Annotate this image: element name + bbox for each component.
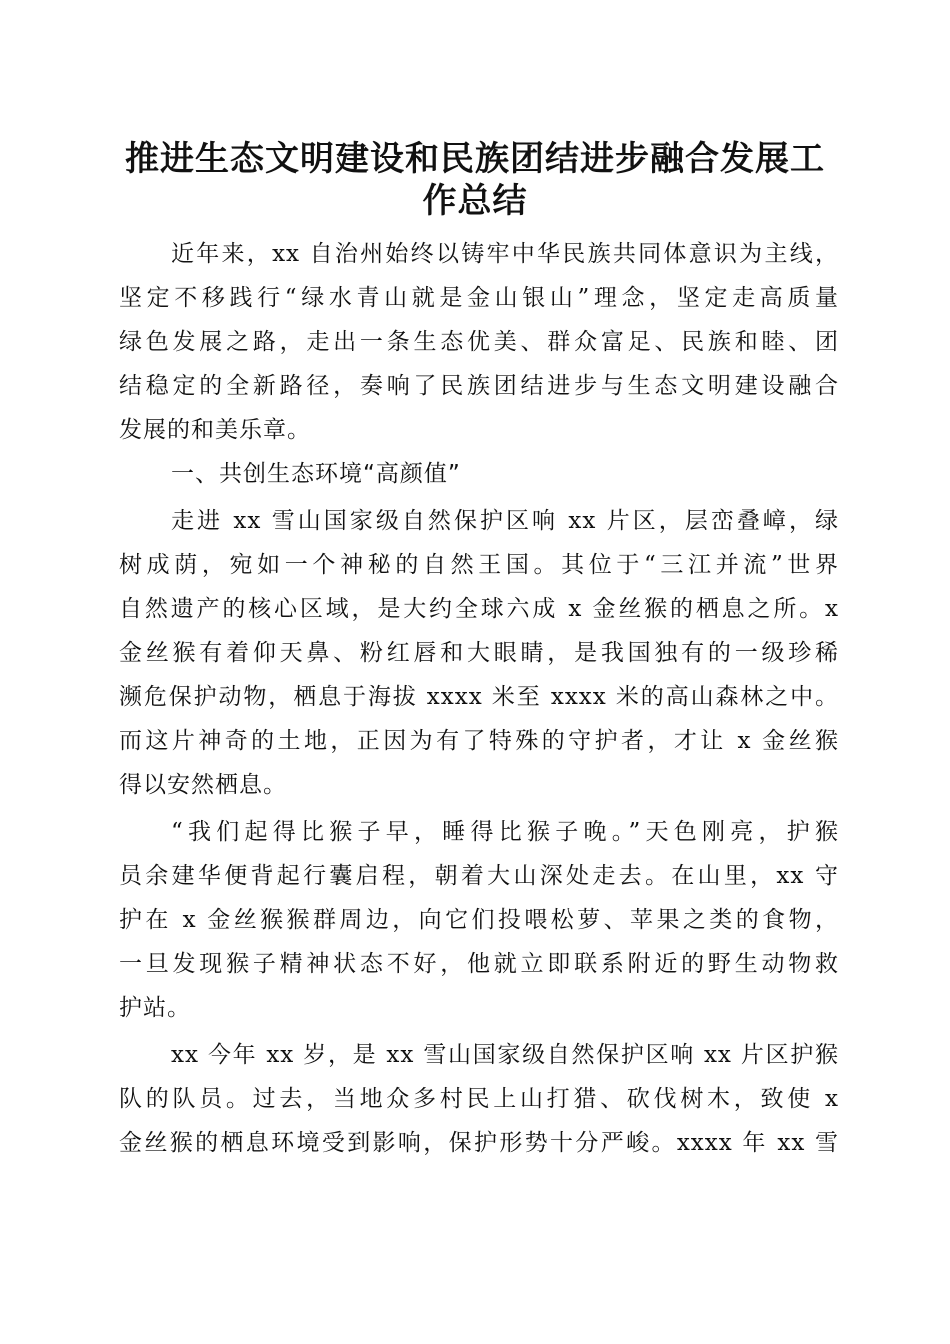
paragraph-3-line-5: 护站。 [119, 995, 191, 1021]
paragraph-3-line-2: 员余建华便背起行囊启程，朝着大山深处走去。在山里，xx 守 [119, 863, 839, 889]
paragraph-2-line-7: 得以安然栖息。 [119, 772, 287, 798]
paragraph-4-line-2: 队的队员。过去，当地众多村民上山打猎、砍伐树木，致使 x [119, 1086, 839, 1112]
paragraph-1-line-1: 近年来，xx 自治州始终以铸牢中华民族共同体意识为主线， [171, 241, 839, 267]
paragraph-2-line-1: 走进 xx 雪山国家级自然保护区响 xx 片区，层峦叠嶂，绿 [171, 508, 839, 534]
section-heading-1: 一、共创生态环境“高颜值” [171, 461, 461, 487]
paragraph-1-line-3: 绿色发展之路，走出一条生态优美、群众富足、民族和睦、团 [119, 329, 839, 355]
paragraph-2-line-2: 树成荫，宛如一个神秘的自然王国。其位于“三江并流”世界 [119, 552, 839, 578]
paragraph-2-line-6: 而这片神奇的土地，正因为有了特殊的守护者，才让 x 金丝猴 [119, 728, 839, 754]
paragraph-1-line-2: 坚定不移践行“绿水青山就是金山银山”理念，坚定走高质量 [119, 285, 839, 311]
paragraph-4-line-3: 金丝猴的栖息环境受到影响，保护形势十分严峻。xxxx 年 xx 雪 [119, 1130, 839, 1156]
paragraph-2-line-3: 自然遗产的核心区域，是大约全球六成 x 金丝猴的栖息之所。x [119, 596, 839, 622]
paragraph-2-line-5: 濒危保护动物，栖息于海拔 xxxx 米至 xxxx 米的高山森林之中。 [119, 684, 839, 710]
paragraph-3-line-3: 护在 x 金丝猴猴群周边，向它们投喂松萝、苹果之类的食物， [119, 907, 839, 933]
paragraph-3-line-1: “我们起得比猴子早，睡得比猴子晚。”天色刚亮，护猴 [171, 819, 839, 845]
paragraph-2-line-4: 金丝猴有着仰天鼻、粉红唇和大眼睛，是我国独有的一级珍稀 [119, 640, 839, 666]
document-title-line-2: 作总结 [422, 181, 528, 221]
paragraph-1-line-5: 发展的和美乐章。 [119, 417, 311, 443]
paragraph-1-line-4: 结稳定的全新路径，奏响了民族团结进步与生态文明建设融合 [119, 373, 839, 399]
paragraph-4-line-1: xx 今年 xx 岁，是 xx 雪山国家级自然保护区响 xx 片区护猴 [171, 1042, 839, 1068]
paragraph-3-line-4: 一旦发现猴子精神状态不好，他就立即联系附近的野生动物救 [119, 951, 839, 977]
document-title-line-1: 推进生态文明建设和民族团结进步融合发展工 [125, 139, 825, 179]
